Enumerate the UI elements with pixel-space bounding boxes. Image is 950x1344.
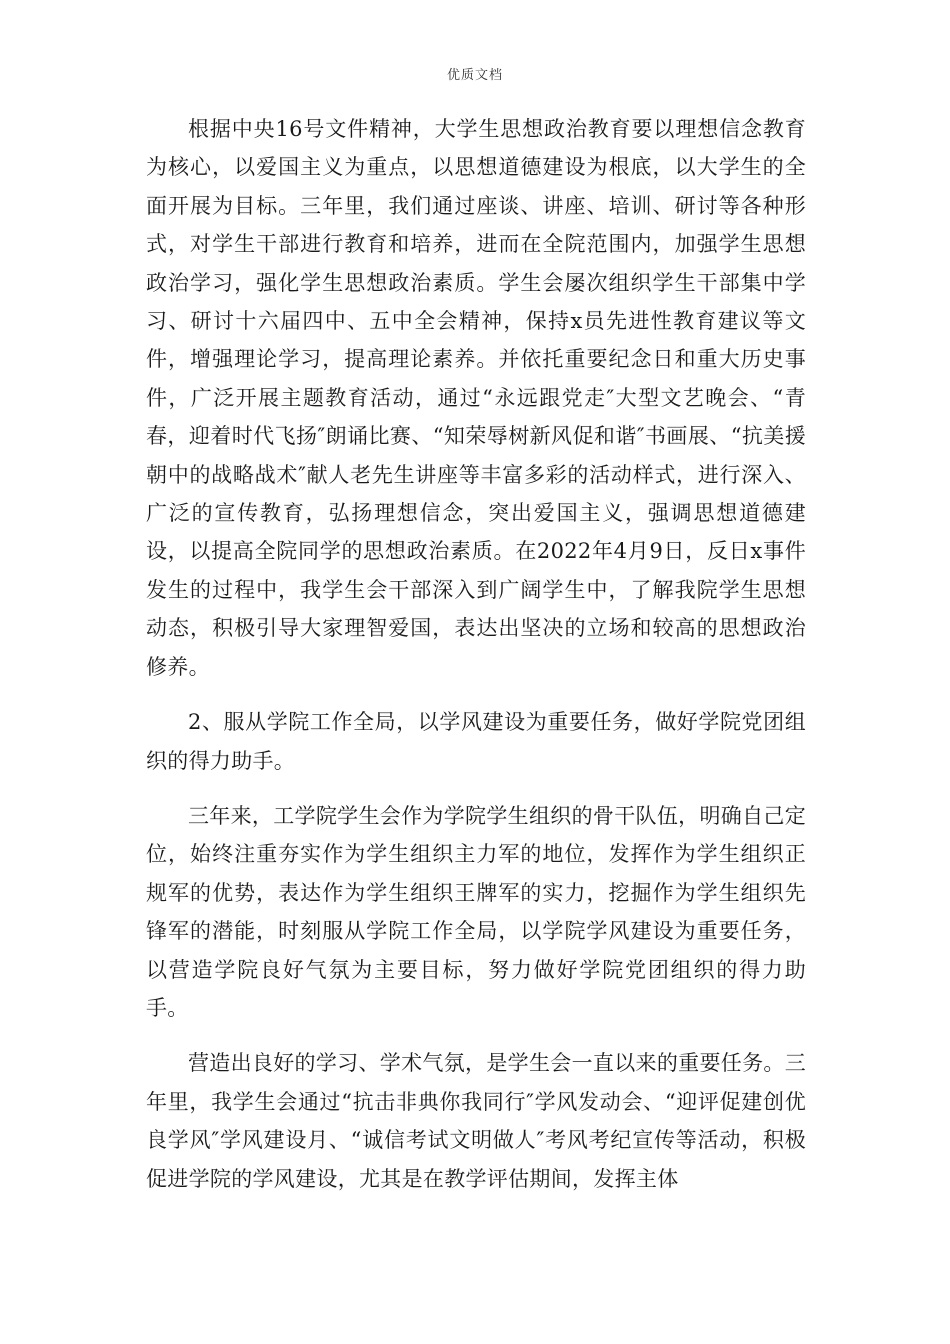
paragraph-3: 三年来，工学院学生会作为学院学生组织的骨干队伍，明确自己定位，始终注重夯实作为学生组织主力军的地位，发挥作为学生组织正规军的优势，表达作为学生组织王牌军的实力，挖掘作为学生组织先锋军的潜能，时刻服从学院工作全局，以学院学风建设为重要任务，以营造学院良好气氛为主要目标，努力做好学院党团组织的得力助手。	[146, 803, 806, 1020]
page-header: 优质文档	[446, 68, 503, 83]
paragraph-1: 根据中央16号文件精神，大学生思想政治教育要以理想信念教育为核心，以爱国主义为重点，以思想道德建设为根底，以大学生的全面开展为目标。三年里，我们通过座谈、讲座、培训、研讨等各种形式，对学生干部进行教育和培养，进而在全院范围内，加强学生思想政治学习，强化学生思想政治素质。学生会屡次组织学生干部集中学习、研讨十六届四中、五中全会精神，保持x员先进性教育建议等文件，增强理论学习，提高理论素养。并依托重要纪念日和重大历史事件，广泛开展主题教育活动，通过“永远跟党走″大型文艺晚会、“青春，迎着时代飞扬″朗诵比赛、“知荣辱树新风促和谐″书画展、“抗美援朝中的战略战术″献人老先生讲座等丰富多彩的活动样式，进行深入、广泛的宣传教育，弘扬理想信念，突出爱国主义，强调思想道德建设，以提高全院同学的思想政治素质。在2022年4月9日，反日x事件发生的过程中，我学生会干部深入到广阔学生中，了解我院学生思想动态，积极引导大家理智爱国，表达出坚决的立场和较高的思想政治修养。	[146, 117, 806, 679]
paragraph-2: 2、服从学院工作全局，以学风建设为重要任务，做好学院党团组织的得力助手。	[146, 710, 806, 773]
document-body	[146, 110, 806, 1215]
paragraph-4: 营造出良好的学习、学术气氛，是学生会一直以来的重要任务。三年里，我学生会通过“抗击非典你我同行″学风发动会、“迎评促建创优良学风″学风建设月、“诚信考试文明做人″考风考纪宣传等活动，积极促进学院的学风建设，尤其是在教学评估期间，发挥主体	[146, 1051, 806, 1191]
